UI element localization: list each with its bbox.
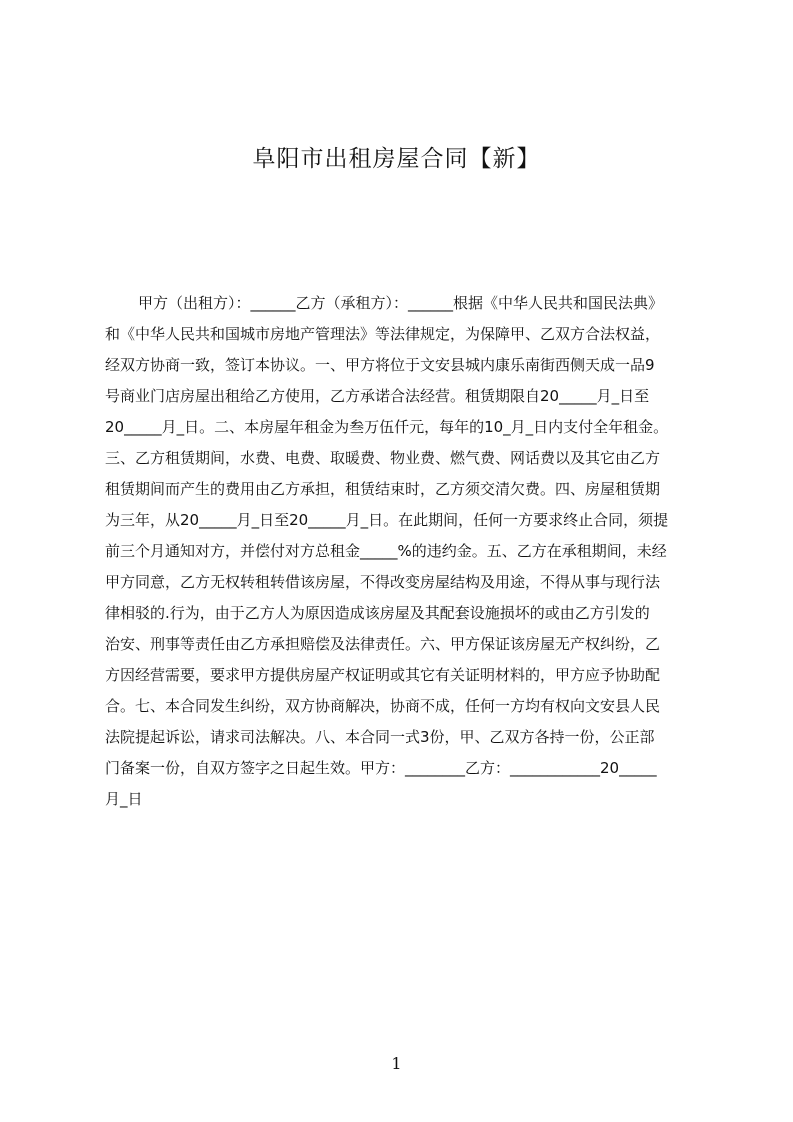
body-line: 治安、刑事等责任由乙方承担赔偿及法律责任。六、甲方保证该房屋无产权纠纷，乙: [105, 635, 661, 653]
body-line: 律相驳的.行为，由于乙方人为原因造成该房屋及其配套设施损坏的或由乙方引发的: [105, 604, 650, 622]
body-line: 和《中华人民共和国城市房地产管理法》等法律规定，为保障甲、乙双方合法权益，: [105, 325, 661, 343]
body-line: 月_日: [105, 790, 143, 808]
body-line: 方因经营需要，要求甲方提供房屋产权证明或其它有关证明材料的，甲方应予协助配: [105, 666, 661, 684]
body-line: 法院提起诉讼，请求司法解决。八、本合同一式3份，甲、乙双方各持一份，公正部: [105, 728, 655, 746]
body-line: 租赁期间而产生的费用由乙方承担，租赁结束时，乙方须交清欠费。四、房屋租赁期: [105, 480, 661, 498]
body-line: 20_____月_日。二、本房屋年租金为叁万伍仟元，每年的10_月_日内支付全年租金。: [105, 418, 669, 436]
body-line: 前三个月通知对方，并偿付对方总租金_____%的违约金。五、乙方在承租期间，未经: [105, 542, 667, 560]
body-line: 门备案一份，自双方签字之日起生效。甲方：________乙方：____________20_____: [105, 759, 657, 777]
body-line: 甲方同意，乙方无权转租转借该房屋，不得改变房屋结构及用途，不得从事与现行法: [105, 573, 661, 591]
body-line: 甲方（出租方）：______乙方（承租方）：______根据《中华人民共和国民法典》: [138, 294, 664, 312]
body-line: 号商业门店房屋出租给乙方使用，乙方承诺合法经营。租赁期限自20_____月_日至: [105, 387, 650, 405]
body-line: 为三年，从20_____月_日至20_____月_日。在此期间，任何一方要求终止合同，须提: [105, 511, 669, 529]
body-line: 合。七、本合同发生纠纷，双方协商解决，协商不成，任何一方均有权向文安县人民: [105, 697, 661, 715]
contract-body: [105, 288, 695, 808]
page-number: 1: [391, 1054, 402, 1073]
body-line: 三、乙方租赁期间，水费、电费、取暖费、物业费、燃气费、网话费以及其它由乙方: [105, 449, 661, 467]
body-line: 经双方协商一致，签订本协议。一、甲方将位于文安县城内康乐南街西侧天成一品9: [105, 356, 655, 374]
document-title: 阜阳市出租房屋合同【新】: [252, 146, 541, 172]
